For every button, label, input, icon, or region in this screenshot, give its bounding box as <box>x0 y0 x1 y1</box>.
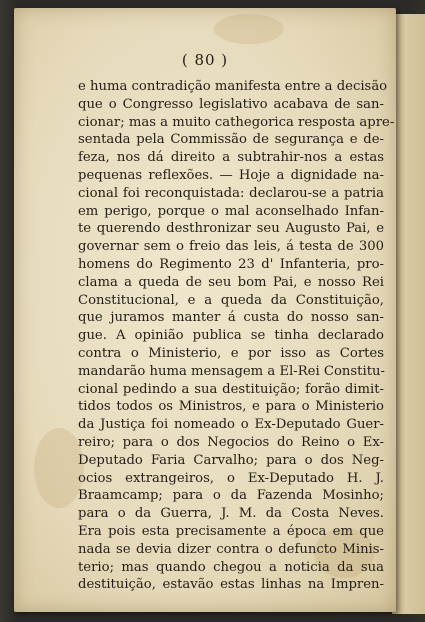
text-line: mandarão huma mensagem a El-Rei Constitu- <box>78 363 385 379</box>
text-line: reiro; para o dos Negocios do Reino o Ex- <box>78 434 384 450</box>
text-line: Deputado Faria Carvalho; para o dos Neg- <box>78 452 384 468</box>
text-line: cional pedindo a sua destituição; forão dimit- <box>78 381 384 397</box>
text-line: da Justiça foi nomeado o Ex-Deputado Guer- <box>78 417 384 433</box>
text-line: em perigo, porque o mal aconselhado Infan- <box>78 203 384 219</box>
text-line: pequenas reflexões. — Hoje a dignidade na- <box>78 167 384 183</box>
text-line: feza, nos dá direito a subtrahir-nos a estas <box>78 150 384 166</box>
text-line: destituição, estavão estas linhas na Impren- <box>78 577 384 593</box>
body-text <box>78 78 395 594</box>
text-line: ocios extrangeiros, o Ex-Deputado H. J. <box>78 470 384 486</box>
text-line: Era pois esta precisamente a época em que <box>78 523 384 539</box>
book-page <box>14 8 396 612</box>
paper-stain <box>34 428 84 508</box>
text-line: e huma contradição manifesta entre a decisão <box>78 79 388 94</box>
text-line: cional foi reconquistada: declarou-se a patria <box>78 185 384 201</box>
text-line: para o da Guerra, J. M. da Costa Neves. <box>78 506 384 522</box>
text-line: nada se devia dizer contra o defuncto Minis- <box>78 541 384 557</box>
text-line: sentada pela Commissão de segurança e de- <box>78 132 384 148</box>
text-line: contra o Ministerio, e por isso as Cortes <box>78 345 384 361</box>
text-line: cionar; mas a muito cathegorica resposta apre- <box>78 114 395 130</box>
page-number: ( 80 ) <box>181 51 229 69</box>
text-line: governar sem o freio das leis, á testa de 300 <box>78 239 384 255</box>
paper-stain <box>214 14 284 44</box>
text-line: Braamcamp; para o da Fazenda Mosinho; <box>78 488 384 504</box>
adjacent-page-edge <box>392 14 425 614</box>
text-line: tidos todos os Ministros, e para o Ministerio <box>78 399 384 415</box>
text-line: gue. A opinião publica se tinha declarado <box>78 328 384 344</box>
text-line: que o Congresso legislativo acabava de san- <box>78 96 384 112</box>
text-line: homens do Regimento 23 d' Infanteria, pro- <box>78 256 384 272</box>
text-line: clama a queda de seu bom Pai, e nosso Rei <box>78 274 384 290</box>
text-line: te querendo desthronizar seu Augusto Pai, e <box>78 221 384 237</box>
text-line: terio; mas quando chegou a noticia da sua <box>78 559 384 575</box>
text-line: Constitucional, e a queda da Constituição, <box>78 292 384 308</box>
text-line: que juramos manter á custa do nosso san- <box>78 310 384 326</box>
